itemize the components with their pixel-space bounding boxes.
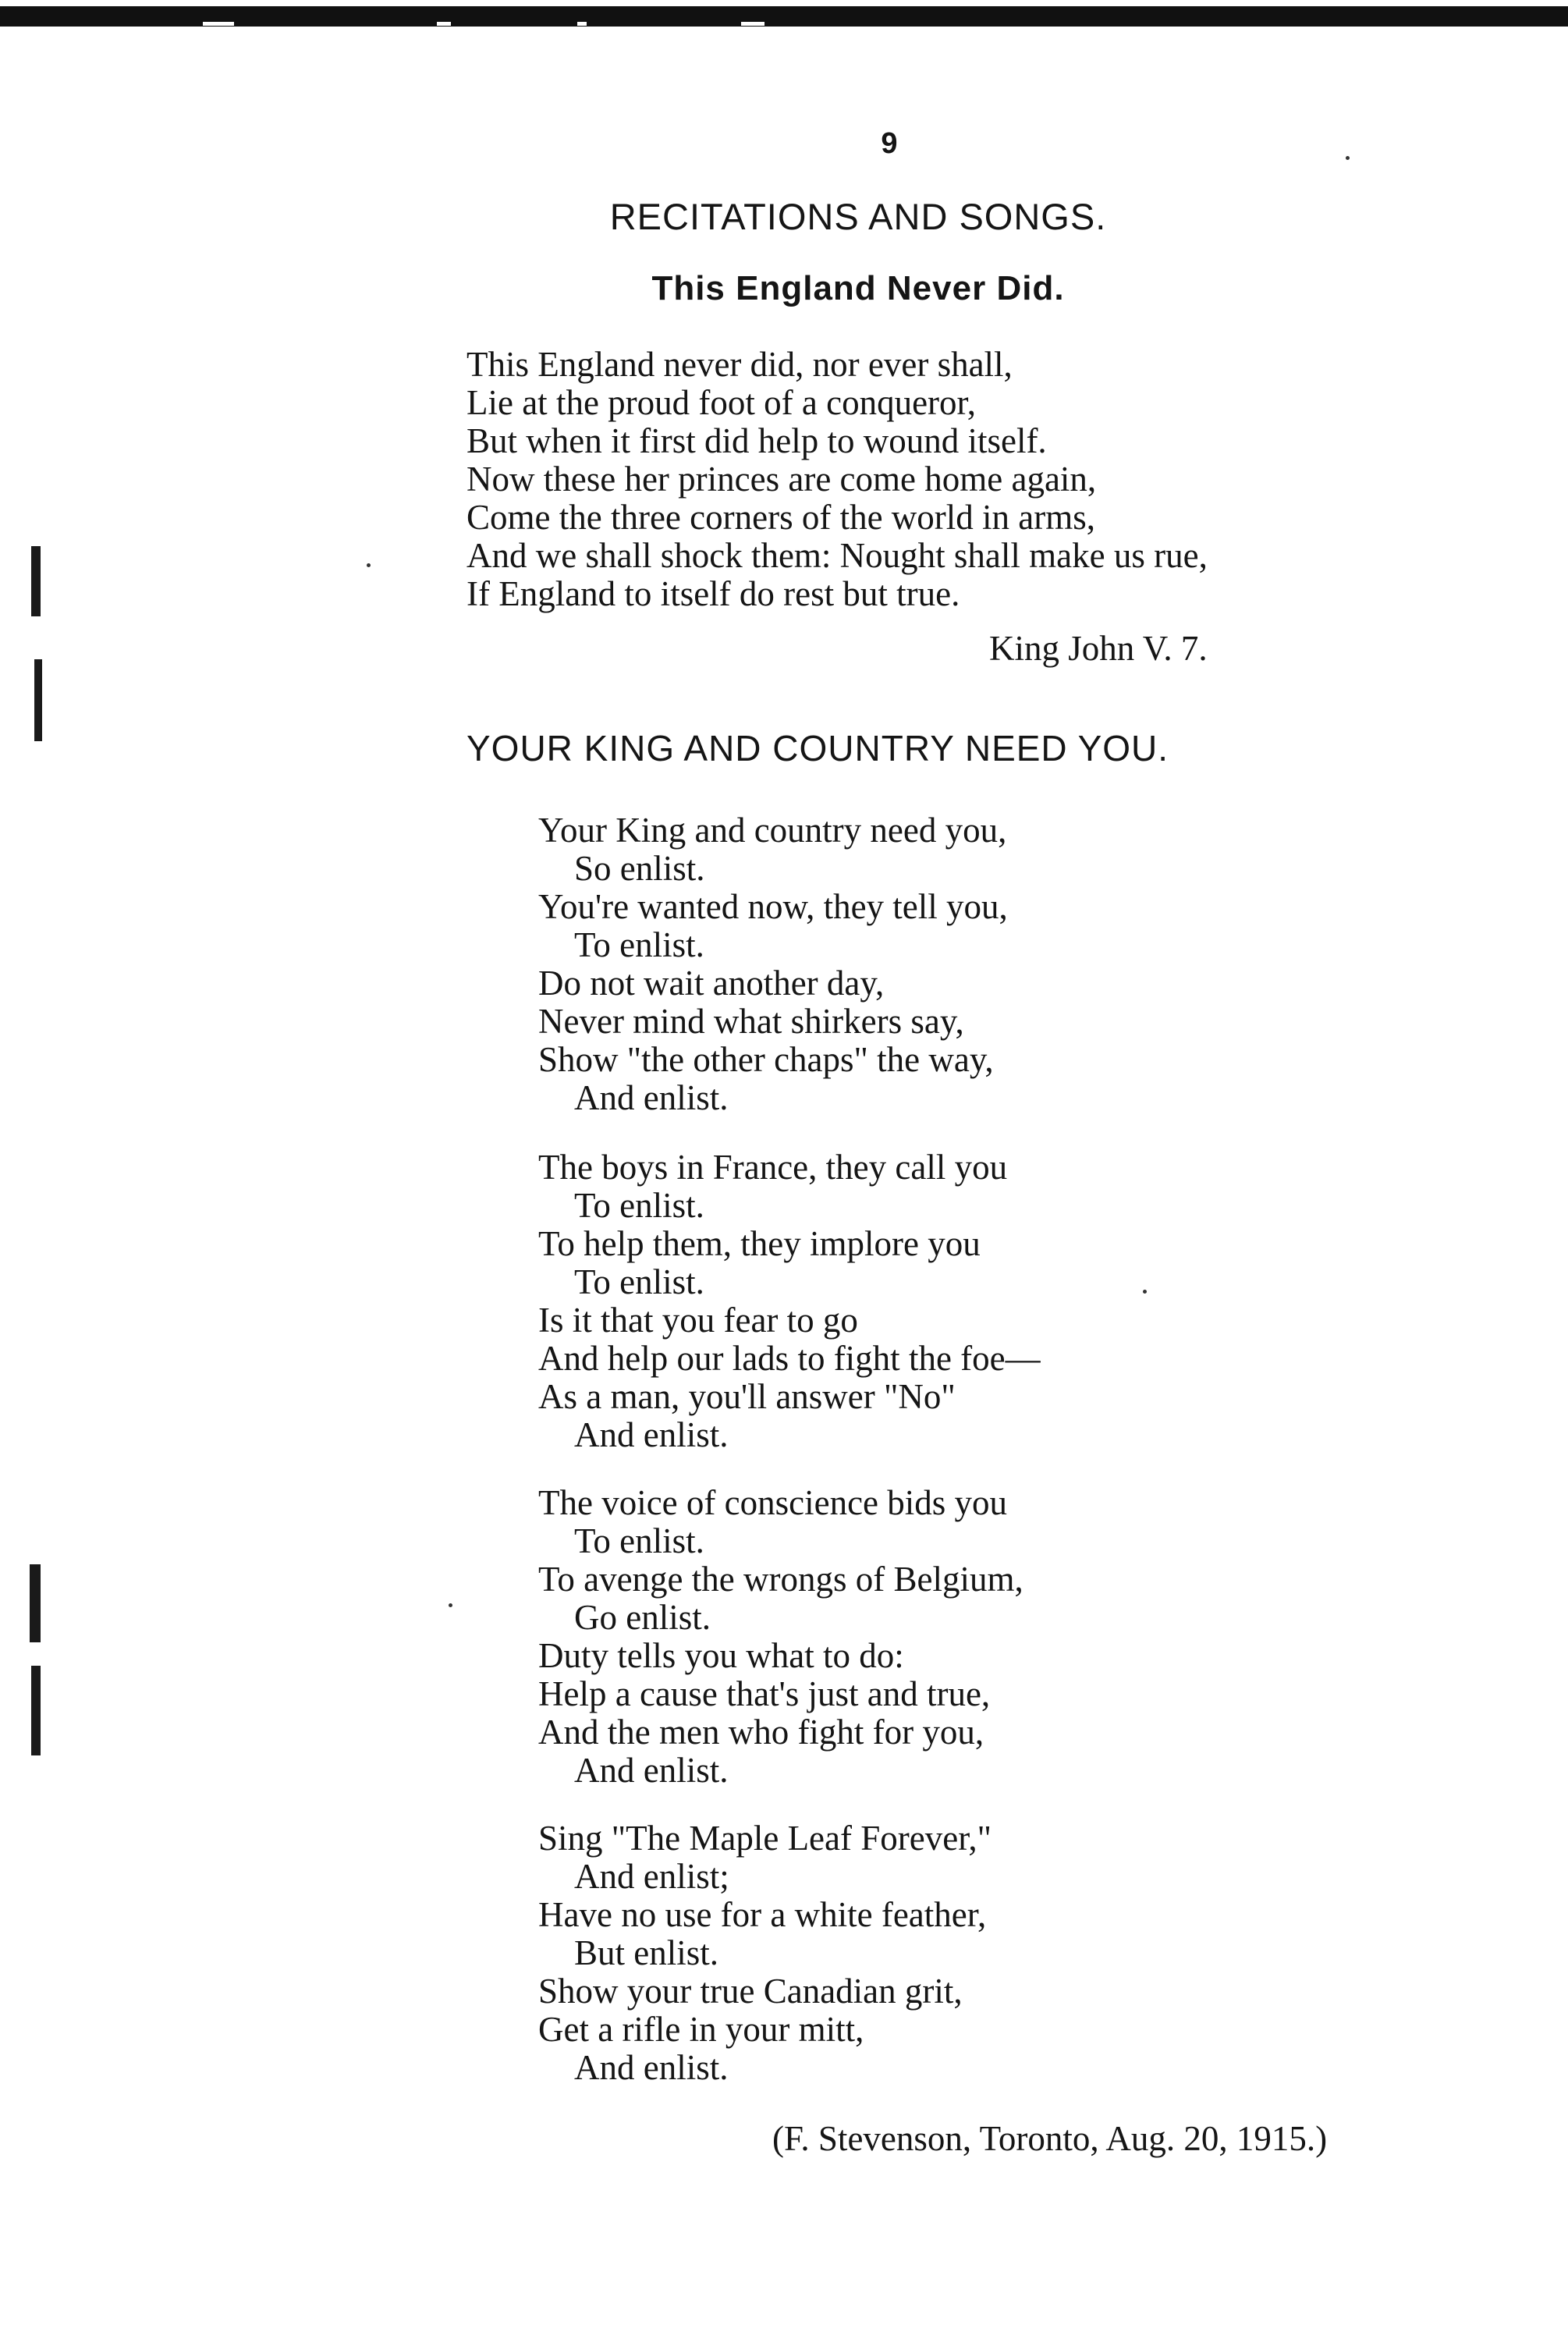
scan-speck	[1346, 156, 1350, 160]
stanza-line: And enlist.	[574, 1415, 729, 1454]
stanza-line: You're wanted now, they tell you,	[538, 887, 1008, 926]
poem-line: If England to itself do rest but true.	[466, 574, 960, 613]
stanza-line: Show "the other chaps" the way,	[538, 1040, 994, 1079]
stanza-line: And enlist.	[574, 1751, 729, 1790]
stanza-line: Go enlist.	[574, 1598, 711, 1637]
poem-line: And we shall shock them: Nought shall make us rue,	[466, 536, 1208, 575]
stanza-line: And the men who fight for you,	[538, 1713, 984, 1752]
stanza-line: And enlist;	[574, 1857, 729, 1896]
top-border-rule	[0, 6, 1568, 27]
song-stanza-3	[538, 1484, 1023, 1790]
page-number: 9	[881, 127, 898, 160]
poem-attribution: King John V. 7.	[989, 629, 1208, 668]
stanza-line: So enlist.	[574, 849, 705, 888]
poem-title: This England Never Did.	[651, 269, 1065, 307]
scan-artifact-mark	[30, 1564, 41, 1642]
stanza-line: To enlist.	[574, 1521, 704, 1560]
song-stanza-4	[538, 1819, 992, 2087]
section-heading: RECITATIONS AND SONGS.	[609, 196, 1107, 237]
stanza-line: To avenge the wrongs of Belgium,	[538, 1560, 1023, 1599]
stanza-line: To enlist.	[574, 1262, 704, 1301]
scan-artifact-mark	[31, 546, 41, 616]
stanza-line: Get a rifle in your mitt,	[538, 2010, 864, 2049]
song-stanza-1	[538, 811, 1008, 1117]
stanza-line: To enlist.	[574, 925, 704, 964]
stanza-line: To help them, they implore you	[538, 1224, 981, 1263]
stanza-line: Is it that you fear to go	[538, 1301, 858, 1340]
rule-speck	[741, 22, 764, 26]
poem-line: Now these her princes are come home again,	[466, 460, 1097, 499]
song-stanza-2	[538, 1148, 1041, 1454]
song-attribution: (F. Stevenson, Toronto, Aug. 20, 1915.)	[772, 2119, 1328, 2158]
stanza-line: To enlist.	[574, 1186, 704, 1225]
stanza-line: As a man, you'll answer "No"	[538, 1377, 956, 1416]
scan-artifact-mark	[31, 1666, 41, 1755]
stanza-line: But enlist.	[574, 1933, 719, 1972]
stanza-line: Help a cause that's just and true,	[538, 1674, 991, 1713]
rule-speck	[203, 22, 234, 26]
scan-artifact-mark	[34, 659, 42, 741]
stanza-line: Sing "The Maple Leaf Forever,"	[538, 1819, 992, 1858]
poem-line: But when it first did help to wound itself.	[466, 421, 1047, 460]
scan-speck	[367, 563, 371, 567]
stanza-line: And enlist.	[574, 2048, 729, 2087]
stanza-line: Duty tells you what to do:	[538, 1636, 904, 1675]
song-heading: YOUR KING AND COUNTRY NEED YOU.	[466, 728, 1169, 768]
stanza-line: Do not wait another day,	[538, 964, 885, 1003]
poem-line: Come the three corners of the world in arms,	[466, 498, 1096, 537]
stanza-line: And help our lads to fight the foe—	[538, 1339, 1041, 1378]
stanza-line: Never mind what shirkers say,	[538, 1002, 964, 1041]
scan-speck	[1143, 1290, 1147, 1294]
scan-speck	[449, 1603, 452, 1607]
poem-line: Lie at the proud foot of a conqueror,	[466, 383, 976, 422]
stanza-line: The voice of conscience bids you	[538, 1483, 1008, 1522]
poem-line: This England never did, nor ever shall,	[466, 345, 1013, 384]
rule-speck	[577, 22, 587, 26]
stanza-line: Have no use for a white feather,	[538, 1895, 987, 1934]
stanza-line: Show your true Canadian grit,	[538, 1972, 963, 2011]
poem-verse	[466, 346, 1208, 613]
stanza-line: Your King and country need you,	[538, 811, 1007, 850]
rule-speck	[437, 22, 451, 26]
stanza-line: The boys in France, they call you	[538, 1148, 1008, 1187]
stanza-line: And enlist.	[574, 1078, 729, 1117]
